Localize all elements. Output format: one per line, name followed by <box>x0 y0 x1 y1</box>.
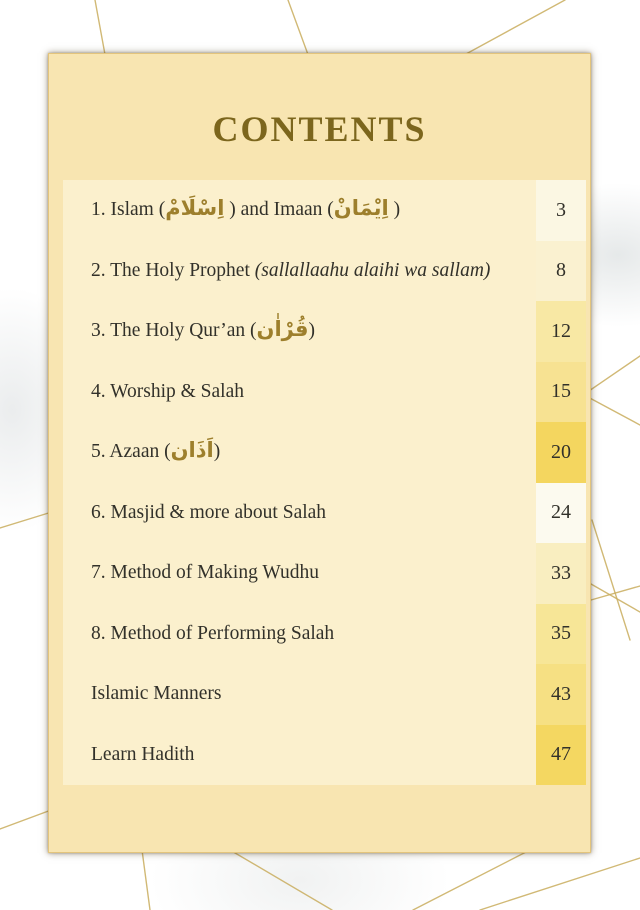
toc-entry-title <box>63 682 536 706</box>
toc-page-number: 33 <box>551 561 571 584</box>
toc-page-number-box <box>536 301 586 362</box>
toc-row <box>63 604 586 665</box>
toc-page-number: 24 <box>551 501 571 524</box>
toc-page-number-box <box>536 604 586 665</box>
toc-page-number: 8 <box>556 259 566 282</box>
toc-entry-title <box>63 501 536 525</box>
row-title-text: ) <box>388 199 401 221</box>
toc-entry-title <box>63 319 536 343</box>
toc-page-number: 35 <box>551 622 571 645</box>
row-title-text: 2. The Holy Prophet <box>91 259 255 281</box>
toc-page-number: 43 <box>551 682 571 705</box>
toc-entry-title <box>63 622 536 646</box>
toc-row <box>63 422 586 483</box>
toc-row <box>63 301 586 362</box>
toc-page-number: 3 <box>556 198 566 221</box>
row-title-text: 7. Method of Making Wudhu <box>91 562 319 584</box>
toc-page-number-box <box>536 241 586 302</box>
arabic-term: قُرْاٰن <box>256 317 309 342</box>
toc-entry-title <box>63 259 536 283</box>
row-title-text: ) and Imaan ( <box>224 199 334 221</box>
row-title-text: 8. Method of Performing Salah <box>91 622 335 644</box>
toc-page-number-box <box>536 180 586 241</box>
toc-page-number: 20 <box>551 440 571 463</box>
row-title-text: 3. The Holy Qur’an ( <box>91 320 257 342</box>
toc-entry-title <box>63 380 536 404</box>
toc-row <box>63 483 586 544</box>
toc-row <box>63 241 586 302</box>
row-title-text: 5. Azaan ( <box>91 441 171 463</box>
toc-page-number-box <box>536 422 586 483</box>
toc-list <box>63 180 586 785</box>
row-title-text: 4. Worship & Salah <box>91 380 244 402</box>
row-title-text: 6. Masjid & more about Salah <box>91 501 327 523</box>
toc-page-number-box <box>536 362 586 423</box>
toc-entry-title <box>63 743 536 767</box>
toc-page-number: 15 <box>551 380 571 403</box>
toc-page-number-box <box>536 543 586 604</box>
row-title-text: 1. Islam ( <box>91 199 166 221</box>
toc-row <box>63 725 586 786</box>
toc-entry-title <box>63 440 536 464</box>
page-title: CONTENTS <box>212 109 427 149</box>
toc-entry-title <box>63 561 536 585</box>
toc-entry-title <box>63 198 536 222</box>
row-title-text: ) <box>213 441 221 463</box>
toc-page-number: 47 <box>551 743 571 766</box>
row-title-text: Learn Hadith <box>91 743 195 765</box>
toc-row <box>63 543 586 604</box>
arabic-term: اَذَان <box>170 438 214 463</box>
toc-row <box>63 362 586 423</box>
toc-page-number-box <box>536 664 586 725</box>
arabic-term: اِيْمَانْ <box>333 196 389 221</box>
contents-card <box>48 53 591 853</box>
row-title-text: (sallallaahu alaihi wa sallam) <box>254 259 491 281</box>
row-title-text: Islamic Manners <box>91 683 222 705</box>
arabic-term: اِسْلَامْ <box>165 196 225 221</box>
toc-page-number-box <box>536 483 586 544</box>
row-title-text: ) <box>308 320 315 342</box>
toc-page-number-box <box>536 725 586 786</box>
toc-row <box>63 180 586 241</box>
toc-page-number: 12 <box>551 319 571 342</box>
toc-row <box>63 664 586 725</box>
